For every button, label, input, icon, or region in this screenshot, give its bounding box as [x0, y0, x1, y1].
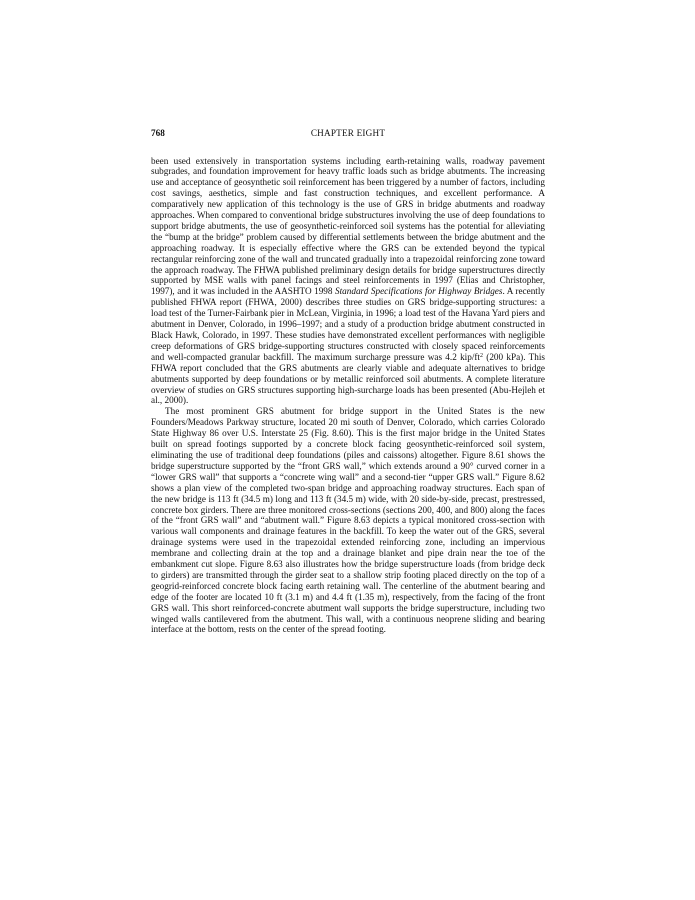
- paragraph-continued: [151, 156, 545, 407]
- italic-title: Standard Specifications for Highway Bridges: [335, 286, 503, 297]
- paragraph-text: . A recently published FHWA report (FHWA, 2000) describes three studies on GRS bridge-supporting structures: a load test of the Turner-Fairbank pier in McLean, Virginia, in 1996; a load test of the Havana Yard piers and abutment in Denver, Colorado, in 1996–1997; and a study of a production bridge abutment constructed in Black Hawk, Colorado, in 1997. These studies have demonstrated excellent performances with negligible creep deformations of GRS bridge-supporting structures constructed with closely spaced reinforcements and well-compacted granular backfill. The maximum surcharge pressure was 4.2 kip/ft: [151, 286, 545, 362]
- running-head: [151, 127, 545, 139]
- paragraph-founders-meadows: The most prominent GRS abutment for bridge support in the United States is the new Founders/Meadows Parkway structure, located 20 mi south of Denver, Colorado, which carries Colorado State Highway 86 over U.S. Interstate 25 (Fig. 8.60). This is the first major bridge in the United States built on spread footings supported by a concrete block facing geosynthetic-reinforced soil system, eliminating the use of traditional deep foundations (piles and caissons) altogether. Figure 8.61 shows the bridge superstructure supported by the “front GRS wall,” which extends around a 90° curved corner in a “lower GRS wall” that supports a “concrete wing wall” and a second-tier “upper GRS wall.” Figure 8.62 shows a plan view of the completed two-span bridge and approaching roadway structures. Each span of the new bridge is 113 ft (34.5 m) long and 113 ft (34.5 m) wide, with 20 side-by-side, precast, prestressed, concrete box girders. There are three monitored cross-sections (sections 200, 400, and 800) along the faces of the “front GRS wall” and “abutment wall.” Figure 8.63 depicts a typical monitored cross-section with various wall components and drainage features in the backfill. To keep the water out of the GRS, several drainage systems were used in the trapezoidal extended reinforcing zone, including an impervious membrane and collecting drain at the top and a drainage blanket and pipe drain near the toe of the embankment cut slope. Figure 8.63 also illustrates how the bridge superstructure loads (from bridge deck to girders) are transmitted through the girder seat to a shallow strip footing placed directly on the top of a geogrid-reinforced concrete block facing earth retaining wall. The centerline of the abutment bearing and edge of the footer are located 10 ft (3.1 m) and 4.4 ft (1.35 m), respectively, from the facing of the front GRS wall. This short reinforced-concrete abutment wall supports the bridge superstructure, including two winged walls cantilevered from the abutment. This wall, with a continuous neoprene sliding and bearing interface at the bottom, rests on the center of the spread footing.: [151, 406, 545, 635]
- chapter-title: CHAPTER EIGHT: [310, 128, 386, 138]
- body-text: [151, 156, 545, 636]
- superscript: 2: [479, 352, 483, 359]
- page-number: 768: [151, 128, 165, 138]
- paragraph-text: been used extensively in transportation systems including earth-retaining walls, roadway pavement subgrades, and foundation improvement for heavy traffic loads such as bridge abutments. The increasing use and acceptance of geosynthetic soil reinforcement has been triggered by a number of factors, including cost savings, aesthetics, simple and fast construction techniques, and excellent performance. A comparatively new application of this technology is the use of GRS in bridge abutments and roadway approaches. When compared to conventional bridge substructures involving the use of deep foundations to support bridge abutments, the use of geosynthetic-reinforced soil systems has the potential for alleviating the “bump at the bridge” problem caused by differential settlements between the bridge abutment and the approaching roadway. It is especially effective where the GRS can be extended beyond the typical rectangular reinforcing zone of the wall and truncated gradually into a trapezoidal reinforcing zone toward the approach roadway. The FHWA published preliminary design details for bridge superstructures directly supported by MSE walls with panel facings and steel reinforcements in 1997 (Elias and Christopher, 1997), and it was included in the AASHTO 1998: [151, 155, 545, 297]
- paragraph-text: (200 kPa). This FHWA report concluded that the GRS abutments are clearly viable and adequate alternatives to bridge abutments supported by deep foundations or by metallic reinforced soil abutments. A complete literature overview of studies on GRS structures supporting high-surcharge loads has been presented (Abu-Hejleh et al., 2000).: [151, 351, 545, 406]
